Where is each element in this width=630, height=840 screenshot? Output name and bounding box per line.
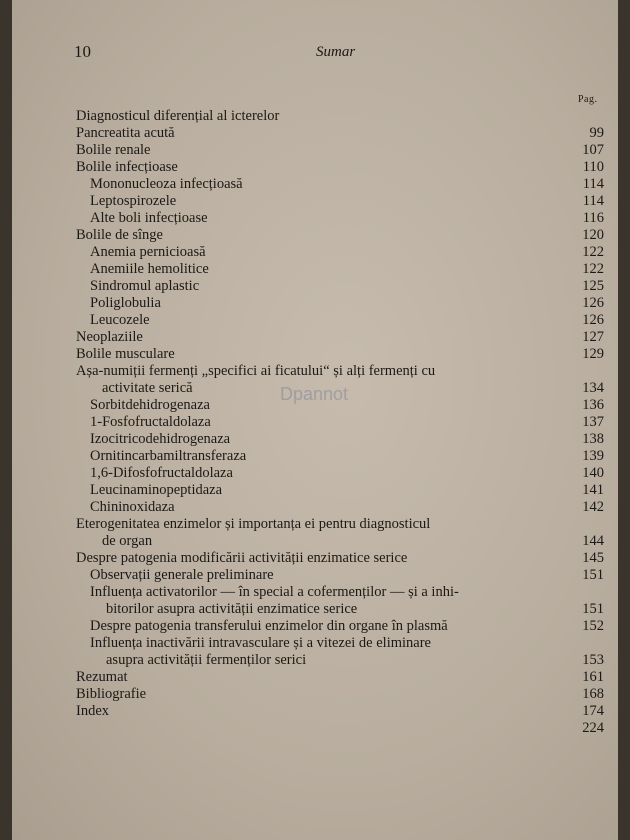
toc-entry [76,635,604,669]
toc-entry [76,295,604,312]
toc-entry-title: Neoplaziile [76,329,143,345]
toc-entry [76,125,604,142]
toc-entry-page: 134 [582,380,604,396]
toc-entry-page: 224 [582,720,604,736]
toc-entry-title: Observații generale preliminare [90,567,274,583]
toc-entry [76,584,604,618]
toc-entry-page: 142 [582,499,604,515]
toc-entry [76,312,604,329]
toc-entry [76,176,604,193]
toc-entry-title-continued: activitate serică [102,380,193,396]
toc-entry-title: Index [76,703,110,719]
toc-entry-page: 99 [589,125,604,141]
toc-entry [76,550,604,567]
toc-entry-title: Bolile renale [76,142,151,158]
toc-entry-page: 114 [582,193,604,209]
toc-entry [76,448,604,465]
toc-entry [76,414,604,431]
toc-entry [76,329,604,346]
toc-entry-title: 1,6-Difosfofructaldolaza [90,465,233,481]
toc-entry-title: Anemiile hemolitice [90,261,209,277]
toc-entry [76,516,604,550]
toc-entry-title: Leptospirozele [90,193,177,209]
toc-entry-title-continued: de organ [102,533,153,549]
running-title: Sumar [316,44,356,60]
toc-entry [76,261,604,278]
toc-entry-title: Leucinaminopeptidaza [90,482,223,498]
toc-entry [76,465,604,482]
toc-entry [76,703,604,720]
toc-entry-page: 168 [582,686,604,702]
toc-entry-page: 114 [582,176,604,192]
page-column-label: Pag. [578,94,598,105]
toc-entry-title: Rezumat [76,669,128,685]
toc-entry-title: Bolile de sînge [76,227,163,243]
toc-entry-title: Chininoxidaza [90,499,175,515]
toc-entry [76,686,604,703]
toc-entry [76,278,604,295]
toc-entry-page: 126 [582,312,604,328]
toc-entry-page: 151 [582,601,604,617]
toc-entry [76,431,604,448]
page-number: 10 [74,42,91,61]
toc-entry-title: Leucozele [90,312,150,328]
toc-entry-page: 139 [582,448,604,464]
watermark: Dpannot [280,384,349,404]
toc-entry-page: 145 [582,550,604,566]
toc-entry [76,193,604,210]
toc-entry [76,499,604,516]
toc-entry [76,210,604,227]
toc-entry-page: 120 [582,227,604,243]
toc-entry-title: 1-Fosfofructaldolaza [90,414,211,430]
toc-entry [76,669,604,686]
toc-entry-page: 153 [582,652,604,668]
toc-entry [76,227,604,244]
toc-entry-title: Sorbitdehidrogenaza [90,397,210,413]
toc-entry-page: 136 [582,397,604,413]
toc-entry-page: 125 [582,278,604,294]
toc-entry [76,244,604,261]
toc-entry-title: Diagnosticul diferențial al icterelor [76,108,280,124]
toc-entry-title: Influența activatorilor — în special a cofermenților — și a inhi- [90,584,459,600]
toc-entry-page: 161 [582,669,604,685]
toc-entry [76,618,604,635]
toc-entry-title: Așa-numiții fermenți „specifici ai ficatului“ și alți fermenți cu [76,363,436,379]
toc-entry-page: 140 [582,465,604,481]
toc-entry-title: Despre patogenia modificării activității enzimatice serice [76,550,408,566]
table-of-contents [76,108,604,737]
toc-entry-page: 122 [582,244,604,260]
toc-entry-title: Alte boli infecțioase [90,210,208,226]
toc-entry-title: Anemia pernicioasă [90,244,206,260]
toc-entry-title: Influența inactivării intravasculare și a vitezei de eliminare [90,635,431,651]
toc-entry-title: Eterogenitatea enzimelor și importanța ei pentru diagnosticul [76,516,431,532]
book-page [12,0,618,840]
toc-entry-page: 141 [582,482,604,498]
toc-entry-page: 116 [582,210,604,226]
toc-entry-title: Mononucleoza infecțioasă [90,176,243,192]
toc-entry-page: 174 [582,703,604,719]
toc-entry-title: Bolile musculare [76,346,175,362]
toc-entry-page: 122 [582,261,604,277]
toc-entry-title: Pancreatita acută [76,125,175,141]
toc-entry [76,720,604,737]
toc-entry-page: 137 [582,414,604,430]
toc-entry-title: Bolile infecțioase [76,159,178,175]
toc-entry-title: Despre patogenia transferului enzimelor din organe în plasmă [90,618,448,634]
toc-entry-title: Izocitricodehidrogenaza [90,431,231,447]
toc-entry-title: Sindromul aplastic [90,278,200,294]
toc-entry-page: 138 [582,431,604,447]
toc-entry [76,108,604,125]
toc-entry [76,346,604,363]
toc-entry-title-continued: asupra activității fermenților serici [106,652,307,668]
toc-entry-page: 107 [582,142,604,158]
toc-entry-title: Ornitincarbamiltransferaza [90,448,247,464]
toc-entry-page: 126 [582,295,604,311]
toc-entry [76,397,604,414]
toc-entry [76,142,604,159]
toc-entry-page: 152 [582,618,604,634]
toc-entry [76,567,604,584]
toc-entry-title: Poliglobulia [90,295,161,311]
toc-entry [76,159,604,176]
toc-entry-page: 127 [582,329,604,345]
toc-entry-page: 144 [582,533,604,549]
toc-entry-page: 129 [582,346,604,362]
toc-entry-page: 151 [582,567,604,583]
toc-entry [76,482,604,499]
toc-entry [76,363,604,397]
toc-entry-title: Bibliografie [76,686,147,702]
toc-entry-page: 110 [582,159,604,175]
toc-entry-title-continued: bitorilor asupra activității enzimatice serice [106,601,358,617]
